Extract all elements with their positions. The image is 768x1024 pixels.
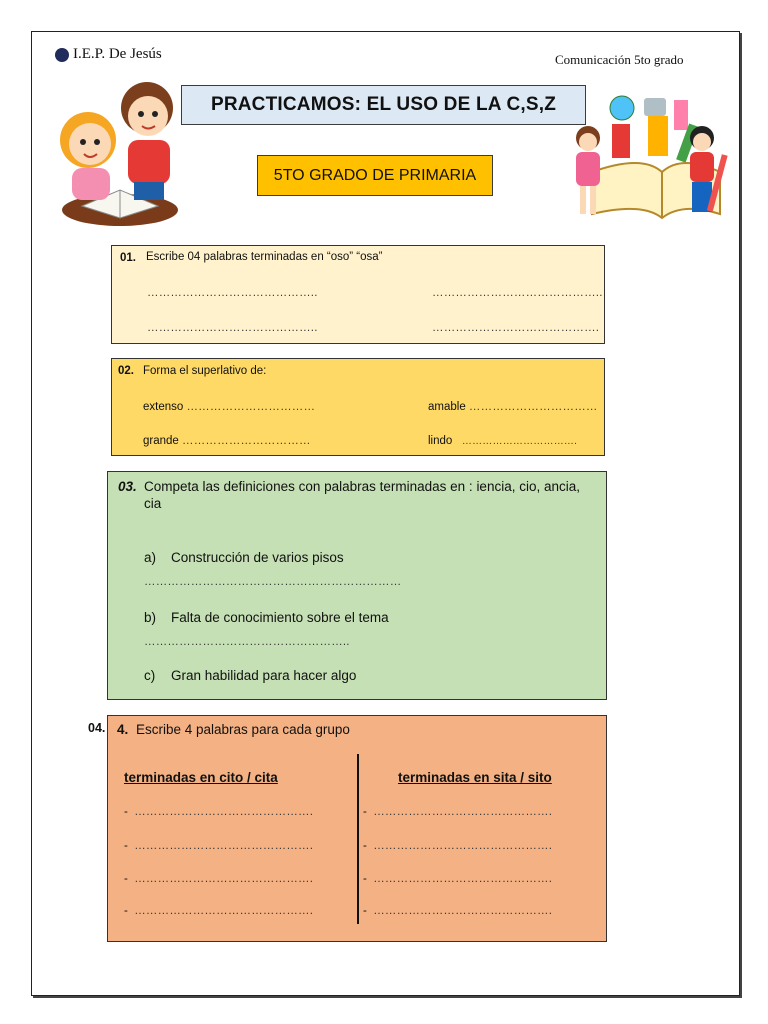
superlative-item bbox=[428, 401, 598, 413]
list-item: - ………………………………………. bbox=[363, 840, 553, 852]
answer-blank[interactable]: ………………………………………. bbox=[373, 840, 553, 852]
school-logo-icon bbox=[55, 48, 69, 62]
grade-label: 5TO GRADO DE PRIMARIA bbox=[257, 155, 493, 196]
section-04-number: 4. bbox=[117, 722, 129, 737]
section-03-instruction: Competa las definiciones con palabras terminadas en : iencia, cio, ancia, bbox=[144, 479, 580, 494]
school-supplies-illustration bbox=[562, 94, 728, 226]
answer-blank[interactable]: …………………………… bbox=[468, 401, 598, 413]
superlative-item bbox=[428, 435, 577, 447]
definition-text: Gran habilidad para hacer algo bbox=[171, 668, 357, 683]
section-03-number: 03. bbox=[118, 479, 137, 494]
definition-text: Construcción de varios pisos bbox=[171, 550, 344, 565]
answer-blank[interactable]: ………………………………………. bbox=[134, 873, 314, 885]
answer-blank[interactable]: ………………………………………. bbox=[373, 905, 553, 917]
left-column-header: terminadas en cito / cita bbox=[124, 770, 278, 785]
section-01-number: 01. bbox=[120, 252, 136, 264]
list-item: - ………………………………………. bbox=[124, 905, 314, 917]
answer-blank[interactable]: ………………………………………. bbox=[134, 905, 314, 917]
kids-reading-illustration bbox=[50, 78, 185, 230]
definition-letter: a) bbox=[144, 550, 157, 565]
answer-blank[interactable]: …………………………… bbox=[186, 401, 316, 413]
subject-label: Comunicación 5to grado bbox=[555, 52, 684, 67]
answer-blank[interactable]: …………………………………….. bbox=[147, 287, 318, 299]
section-04-outer-number: 04. bbox=[88, 721, 106, 735]
answer-blank[interactable]: ……………………………………. bbox=[432, 322, 600, 334]
superlative-word: grande bbox=[143, 435, 179, 447]
right-column-header: terminadas en sita / sito bbox=[398, 770, 552, 785]
section-02-instruction: Forma el superlativo de: bbox=[143, 365, 267, 377]
superlative-item bbox=[143, 401, 315, 413]
section-04-instruction: Escribe 4 palabras para cada grupo bbox=[136, 722, 350, 737]
superlative-word: amable bbox=[428, 401, 466, 413]
answer-blank[interactable]: …………………………………….. bbox=[147, 322, 318, 334]
school-name-text: I.E.P. De Jesús bbox=[73, 46, 162, 62]
list-item: - ………………………………………. bbox=[363, 905, 553, 917]
section-03 bbox=[107, 471, 607, 700]
superlative-word: extenso bbox=[143, 401, 184, 413]
answer-blank[interactable]: ………………………………………. bbox=[134, 806, 314, 818]
definition-text: Falta de conocimiento sobre el tema bbox=[171, 610, 389, 625]
section-02-number: 02. bbox=[118, 365, 134, 377]
answer-blank[interactable]: ……………………………. bbox=[461, 436, 578, 447]
list-item: - ………………………………………. bbox=[363, 873, 553, 885]
answer-blank[interactable]: ………………………………………. bbox=[373, 806, 553, 818]
answer-blank[interactable]: …………………………… bbox=[182, 435, 311, 447]
page-title: PRACTICAMOS: EL USO DE LA C,S,Z bbox=[181, 85, 586, 125]
section-02 bbox=[111, 358, 605, 456]
list-item: - ………………………………………. bbox=[124, 806, 314, 818]
answer-blank[interactable]: ………………………………………………………… bbox=[144, 576, 402, 588]
list-item: - ………………………………………. bbox=[124, 873, 314, 885]
column-divider bbox=[357, 754, 359, 924]
list-item: - ………………………………………. bbox=[363, 806, 553, 818]
school-name bbox=[55, 46, 162, 63]
section-01-instruction: Escribe 04 palabras terminadas en “oso” “osa” bbox=[146, 251, 383, 263]
superlative-word: lindo bbox=[428, 435, 453, 447]
definition-letter: b) bbox=[144, 610, 157, 625]
definition-letter: c) bbox=[144, 668, 156, 683]
section-01 bbox=[111, 245, 605, 344]
answer-blank[interactable]: …………………………………………….. bbox=[144, 636, 350, 648]
list-item: - ………………………………………. bbox=[124, 840, 314, 852]
superlative-item bbox=[143, 435, 311, 447]
section-04 bbox=[107, 715, 607, 942]
answer-blank[interactable]: ………………………………………. bbox=[373, 873, 553, 885]
answer-blank[interactable]: ………………………………………. bbox=[134, 840, 314, 852]
section-03-instruction-cont: cia bbox=[144, 496, 162, 511]
answer-blank[interactable]: …………………………………….. bbox=[432, 287, 603, 299]
